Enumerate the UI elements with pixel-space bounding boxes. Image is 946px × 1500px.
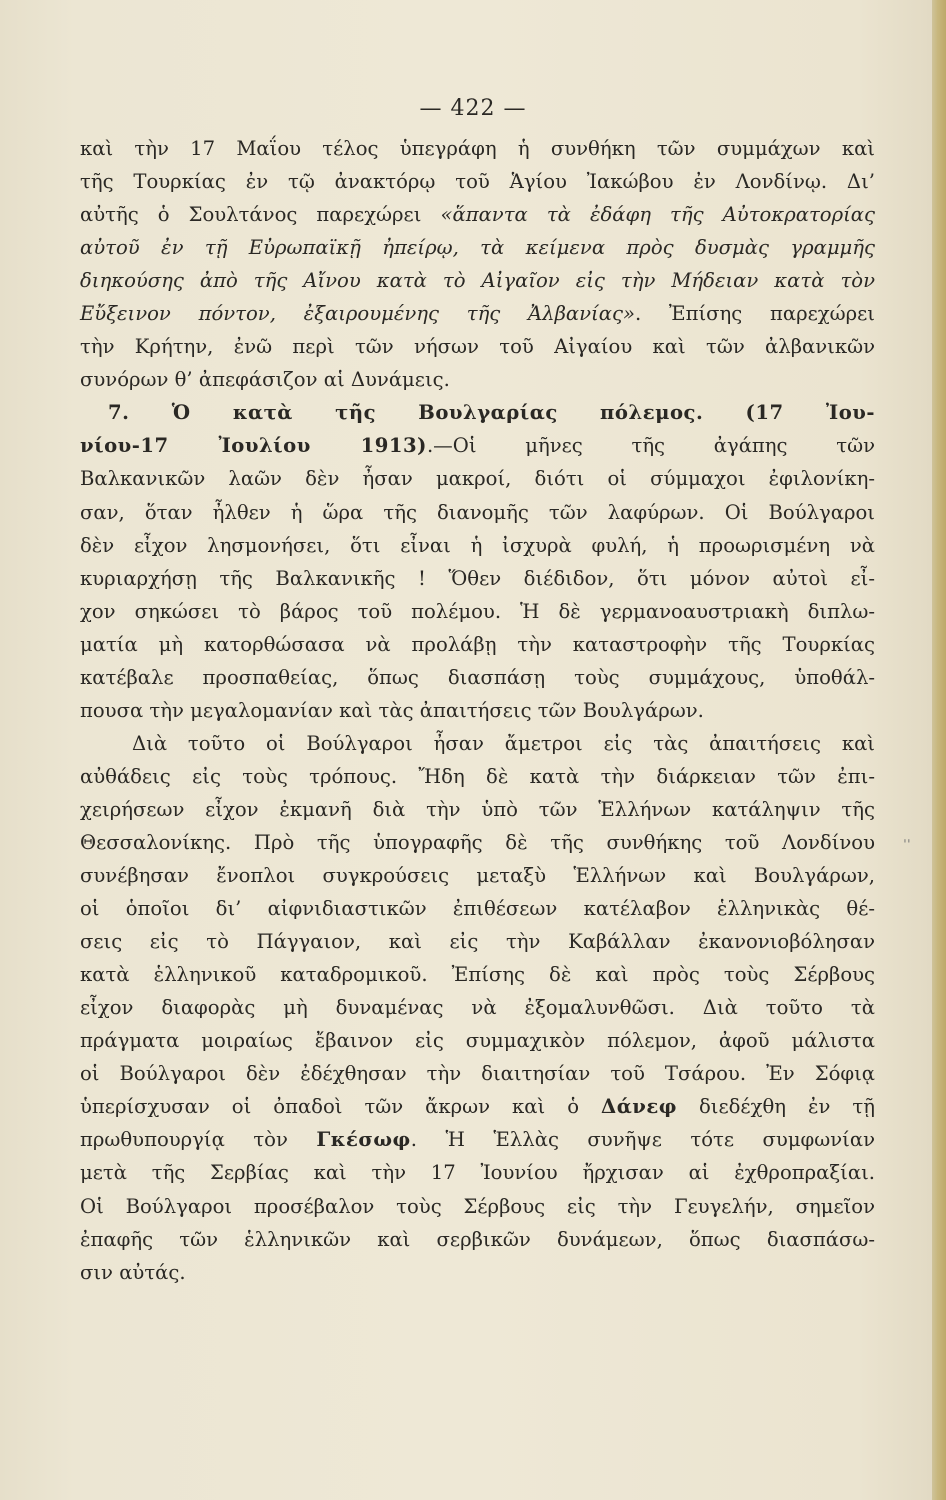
text-run: Εὔξεινον πόντον, ἐξαιρουμένης τῆς Ἀλβανίας» — [80, 302, 635, 326]
text-line — [80, 1156, 875, 1189]
text-line — [80, 529, 875, 562]
text-run: σιν αὐτάς. — [80, 1260, 186, 1284]
page-number: — 422 — — [419, 96, 527, 121]
text-run: Δάνεφ — [601, 1095, 678, 1119]
text-line — [80, 595, 875, 628]
text-run: ματία μὴ κατορθώσασα νὰ προλάβῃ τὴν καταστροφὴν τῆς Τουρκίας — [80, 632, 875, 656]
text-line — [80, 892, 875, 925]
text-run: Βαλκανικῶν λαῶν δὲν ἦσαν μακροί, διότι οἱ σύμμαχοι ἐφιλονίκη- — [80, 467, 875, 491]
text-run: 7. Ὁ κατὰ τῆς Βουλγαρίας πόλεμος. (17 Ἰου- — [108, 401, 875, 425]
text-run: κυριαρχήσῃ τῆς Βαλκανικῆς ! Ὅθεν διέδιδον, ὅτι μόνον αὐτοὶ εἶ- — [80, 566, 875, 590]
text-line — [80, 562, 875, 595]
text-line — [80, 694, 875, 727]
text-line — [80, 958, 875, 991]
text-run: Διὰ τοῦτο οἱ Βούλγαροι ἦσαν ἄμετροι εἰς τὰς ἀπαιτήσεις καὶ — [132, 731, 875, 755]
text-line — [80, 198, 875, 231]
text-run: Θεσσαλονίκης. Πρὸ τῆς ὑπογραφῆς δὲ τῆς συνθήκης τοῦ Λονδίνου — [80, 830, 875, 854]
text-run: δὲν εἶχον λησμονήσει, ὅτι εἶναι ἡ ἰσχυρὰ φυλή, ἡ προωρισμένη νὰ — [80, 533, 875, 557]
text-line — [80, 1090, 875, 1123]
text-line — [80, 991, 875, 1024]
text-line — [80, 231, 875, 264]
text-run: . Ἡ Ἑλλὰς συνῆψε τότε συμφωνίαν — [410, 1128, 875, 1152]
text-line — [80, 1123, 875, 1156]
text-line — [80, 628, 875, 661]
body-text — [80, 132, 875, 1289]
text-line — [80, 462, 875, 495]
text-run: οἱ ὁποῖοι δι’ αἰφνιδιαστικῶν ἐπιθέσεων κατέλαβον ἑλληνικὰς θέ- — [80, 897, 875, 921]
text-line — [80, 1190, 875, 1223]
text-run: εἶχον διαφορὰς μὴ δυναμένας νὰ ἐξομαλυνθῶσι. Διὰ τοῦτο τὰ — [80, 996, 875, 1020]
text-run: τὴν Κρήτην, ἐνῶ περὶ τῶν νήσων τοῦ Αἰγαίου καὶ τῶν ἀλβανικῶν — [80, 335, 875, 359]
text-run: καὶ τὴν 17 Μαΐου τέλος ὑπεγράφη ἡ συνθήκη τῶν συμμάχων καὶ — [80, 137, 875, 160]
text-run: κατέβαλε προσπαθείας, ὅπως διασπάσῃ τοὺς συμμάχους, ὑποθάλ- — [80, 665, 875, 689]
page-edge — [932, 0, 946, 1500]
text-line — [80, 661, 875, 694]
text-run: .—Οἱ μῆνες τῆς ἀγάπης τῶν — [426, 434, 875, 458]
text-run: πρωθυπουργίᾳ τὸν — [80, 1128, 317, 1152]
text-run: χειρήσεων εἶχον ἐκμανῆ διὰ τὴν ὑπὸ τῶν Ἑλλήνων κατάληψιν τῆς — [80, 797, 875, 821]
text-run: συνέβησαν ἔνοπλοι συγκρούσεις μεταξὺ Ἑλλήνων καὶ Βουλγάρων, — [80, 864, 875, 888]
text-run: χον σηκώσει τὸ βάρος τοῦ πολέμου. Ἡ δὲ γερμανοαυστριακὴ διπλω- — [80, 599, 875, 623]
text-line — [80, 297, 875, 330]
text-line — [80, 264, 875, 297]
text-line — [80, 727, 875, 760]
text-run: αὐθάδεις εἰς τοὺς τρόπους. Ἤδη δὲ κατὰ τὴν διάρκειαν τῶν ἐπι- — [80, 764, 875, 788]
text-line — [80, 1057, 875, 1090]
text-line — [80, 132, 875, 165]
text-run: Οἱ Βούλγαροι προσέβαλον τοὺς Σέρβους εἰς τὴν Γευγελήν, σημεῖον — [80, 1194, 875, 1218]
text-run: σεις εἰς τὸ Πάγγαιον, καὶ εἰς τὴν Καβάλλαν ἐκανονιοβόλησαν — [80, 930, 875, 954]
text-line — [80, 1256, 875, 1289]
text-line — [80, 826, 875, 859]
text-line — [80, 1024, 875, 1057]
text-line — [80, 429, 875, 462]
text-run: οἱ Βούλγαροι δὲν ἐδέχθησαν τὴν διαιτησίαν τοῦ Τσάρου. Ἐν Σόφιᾳ — [80, 1062, 875, 1086]
text-run: μετὰ τῆς Σερβίας καὶ τὴν 17 Ἰουνίου ἤρχισαν αἱ ἐχθροπραξίαι. — [80, 1161, 875, 1185]
text-run: συνόρων θ’ ἀπεφάσιζον αἱ Δυνάμεις. — [80, 368, 450, 392]
text-line — [80, 165, 875, 198]
text-run: «ἅπαντα τὰ ἐδάφη τῆς Αὐτοκρατορίας — [440, 203, 875, 227]
margin-mark: ˈˈ — [903, 838, 911, 854]
text-line — [80, 760, 875, 793]
text-line — [80, 330, 875, 363]
text-run: ἐπαφῆς τῶν ἑλληνικῶν καὶ σερβικῶν δυνάμεων, ὅπως διασπάσω- — [80, 1227, 875, 1251]
text-run: κατὰ ἑλληνικοῦ καταδρομικοῦ. Ἐπίσης δὲ καὶ πρὸς τοὺς Σέρβους — [80, 963, 875, 987]
text-run: τῆς Τουρκίας ἐν τῷ ἀνακτόρῳ τοῦ Ἁγίου Ἰακώβου ἐν Λονδίνῳ. Δι’ — [80, 170, 875, 194]
text-line — [80, 396, 875, 429]
text-run: αὐτῆς ὁ Σουλτάνος παρεχώρει — [80, 203, 441, 227]
text-line — [80, 496, 875, 529]
text-run: ὑπερίσχυσαν οἱ ὀπαδοὶ τῶν ἄκρων καὶ ὁ — [80, 1095, 601, 1119]
text-run: Γκέσωφ — [316, 1128, 411, 1152]
text-run: . Ἐπίσης παρεχώρει — [634, 302, 875, 326]
text-run: αὐτοῦ ἐν τῇ Εὐρωπαϊκῇ ἠπείρῳ, τὰ κείμενα πρὸς δυσμὰς γραμμῆς — [80, 236, 875, 260]
text-run: πράγματα μοιραίως ἔβαινον εἰς συμμαχικὸν πόλεμον, ἀφοῦ μάλιστα — [80, 1029, 875, 1053]
text-run: πουσα τὴν μεγαλομανίαν καὶ τὰς ἀπαιτήσεις τῶν Βουλγάρων. — [80, 698, 704, 722]
text-line — [80, 793, 875, 826]
text-line — [80, 925, 875, 958]
text-run: σαν, ὅταν ἦλθεν ἡ ὥρα τῆς διανομῆς τῶν λαφύρων. Οἱ Βούλγαροι — [80, 500, 875, 524]
text-line — [80, 363, 875, 396]
text-line — [80, 859, 875, 892]
text-line — [80, 1223, 875, 1256]
text-run: διεδέχθη ἐν τῇ — [677, 1095, 875, 1119]
text-run: νίου-17 Ἰουλίου 1913) — [80, 434, 427, 458]
text-run: διηκούσης ἀπὸ τῆς Αἴνου κατὰ τὸ Αἰγαῖον εἰς τὴν Μήδειαν κατὰ τὸν — [80, 269, 875, 293]
